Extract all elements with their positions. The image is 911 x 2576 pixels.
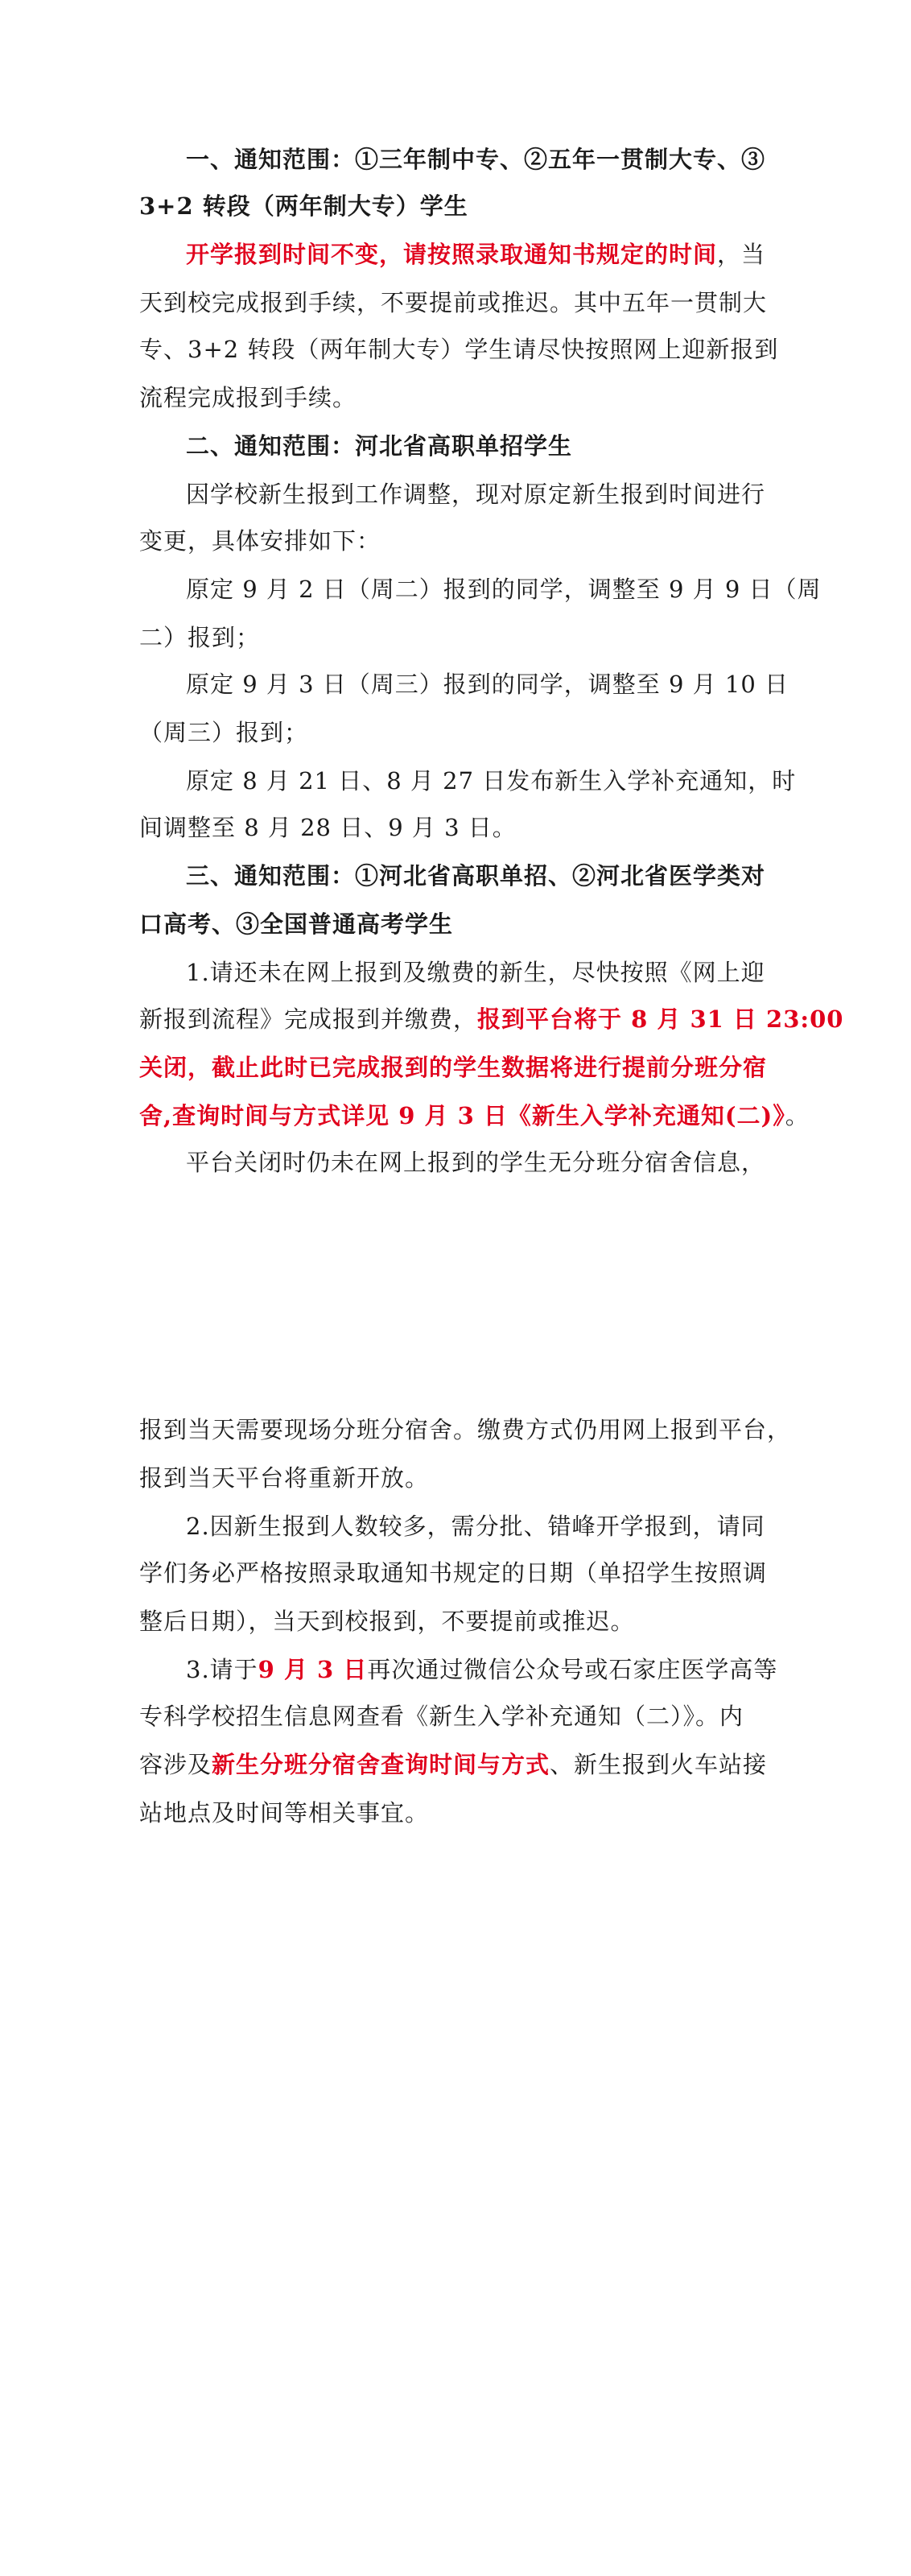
section1-heading-cont: 3+2 转段（两年制大专）学生 [139,192,468,220]
section3-item3-line: 专科学校招生信息网查看《新生入学补充通知（二）》。内 [139,1703,744,1730]
section3-heading-cont: 口高考、③全国普通高考学生 [139,910,454,938]
section3-item1-line [139,1003,843,1035]
section3-item3-line [186,1653,777,1686]
section3-item2-line: 学们务必严格按照录取通知书规定的日期（单招学生按照调 [139,1559,768,1587]
body-text: 3.请于 [186,1656,258,1683]
body-text: ，当 [717,241,766,268]
section3-item1-line: 1.请还未在网上报到及缴费的新生，尽快按照《网上迎 [186,959,765,986]
section3-item1-line [139,1100,810,1132]
section3-item2-line: 2.因新生报到人数较多，需分批、错峰开学报到，请同 [186,1513,765,1540]
section1-paragraph-line: 专、3+2 转段（两年制大专）学生请尽快按照网上迎新报到 [139,336,779,363]
highlight-text: 报到平台将于 8 月 31 日 23:00 [477,1005,844,1033]
highlight-text: 舍,查询时间与方式详见 9 月 3 日《新生入学补充通知(二)》 [139,1102,785,1129]
highlight-text: 关闭，截止此时已完成报到的学生数据将进行提前分班分宿 [139,1054,768,1081]
body-text: 。 [785,1102,810,1129]
section3-paragraph-line: 报到当天平台将重新开放。 [139,1464,430,1492]
schedule-item-3-cont: 间调整至 8 月 28 日、9 月 3 日。 [139,814,517,841]
section3-heading: 三、通知范围：①河北省高职单招、②河北省医学类对 [186,862,766,890]
section3-item2-line: 整后日期），当天到校报到，不要提前或推迟。 [139,1608,635,1635]
schedule-item-3: 原定 8 月 21 日、8 月 27 日发布新生入学补充通知，时 [186,767,797,795]
section1-paragraph-line: 天到校完成报到手续，不要提前或推迟。其中五年一贯制大 [139,289,768,316]
schedule-item-1: 原定 9 月 2 日（周二）报到的同学，调整至 9 月 9 日（周 [186,576,822,603]
body-text: 、新生报到火车站接 [550,1751,768,1778]
body-text: 再次通过微信公众号或石家庄医学高等 [367,1656,778,1683]
highlight-text: 开学报到时间不变，请按照录取通知书规定的时间 [186,241,718,268]
section2-intro-line: 变更，具体安排如下： [139,527,381,555]
body-text: 新报到流程》完成报到并缴费， [139,1005,478,1033]
section1-paragraph-line [186,238,765,270]
schedule-item-2: 原定 9 月 3 日（周三）报到的同学，调整至 9 月 10 日 [186,671,789,698]
highlight-date: 9 月 3 日 [258,1656,368,1683]
section1-heading: 一、通知范围：①三年制中专、②五年一贯制大专、③ [186,146,766,173]
highlight-text: 新生分班分宿舍查询时间与方式 [212,1751,550,1778]
section3-item3-line: 站地点及时间等相关事宜。 [139,1799,430,1827]
schedule-item-1-cont: 二）报到； [139,624,261,651]
section3-paragraph-line: 平台关闭时仍未在网上报到的学生无分班分宿舍信息， [186,1149,766,1176]
section2-intro-line: 因学校新生报到工作调整，现对原定新生报到时间进行 [186,481,766,508]
section2-heading: 二、通知范围：河北省高职单招学生 [186,432,573,460]
section1-paragraph-line: 流程完成报到手续。 [139,384,357,411]
section3-paragraph-line: 报到当天需要现场分班分宿舍。缴费方式仍用网上报到平台， [139,1416,792,1443]
section3-item3-line [139,1748,767,1781]
schedule-item-2-cont: （周三）报到； [139,719,309,746]
body-text: 容涉及 [139,1751,212,1778]
